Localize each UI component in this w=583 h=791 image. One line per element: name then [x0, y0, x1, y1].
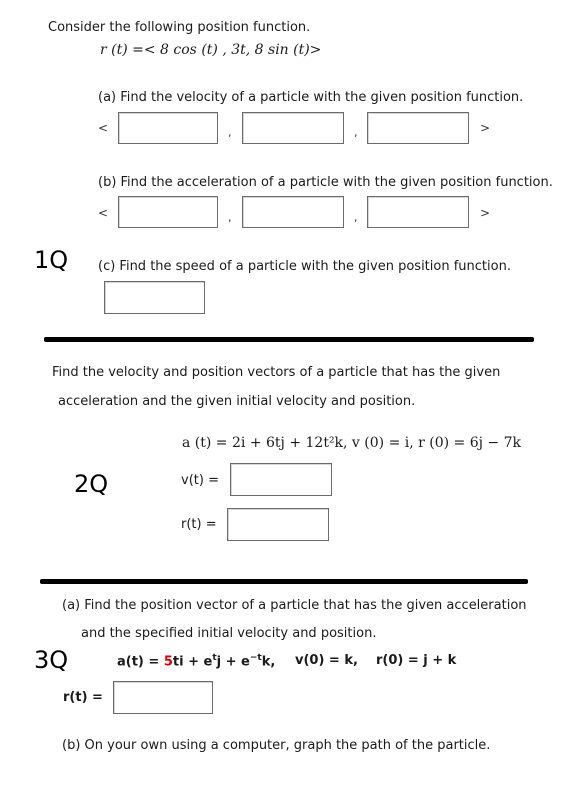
- q3-position-input[interactable]: [113, 681, 213, 714]
- q2-v-label: v(t) =: [181, 473, 219, 488]
- q1-intro: Consider the following position function.: [48, 20, 311, 35]
- q3-acceleration-equation: $a(t) = 5ti + e^tj + e^{-t}k$,: [117, 653, 276, 670]
- section-divider-1: [44, 337, 534, 342]
- q2-equation: a (t) = 2i + 6tj + 12t²k, v (0) = i, r (0) = 6j − 7k: [182, 435, 522, 451]
- q3-r-label: r(t) =: [63, 690, 103, 705]
- q3-initial-velocity: v(0) = k,: [295, 653, 358, 668]
- q1a-velocity-x-input[interactable]: [118, 112, 218, 144]
- q1b-close-bracket: >: [480, 206, 491, 220]
- q1b-comma-2: ,: [354, 211, 358, 224]
- q1b-comma-1: ,: [228, 211, 232, 224]
- q1a-close-bracket: >: [480, 121, 491, 135]
- q1-position-function: r (t) =< 8 cos (t) , 3t, 8 sin (t)>: [100, 42, 322, 58]
- q1b-open-bracket: <: [98, 206, 109, 220]
- q1b-acceleration-x-input[interactable]: [118, 196, 218, 228]
- q1-part-b: (b) Find the acceleration of a particle with the given position function.: [98, 175, 553, 190]
- q1a-open-bracket: <: [98, 121, 109, 135]
- q1c-speed-input[interactable]: [104, 281, 205, 314]
- q2-line-1: Find the velocity and position vectors of a particle that has the given: [52, 365, 501, 380]
- q3-number: 3Q: [34, 646, 69, 674]
- q1-number: 1Q: [34, 246, 69, 274]
- q3-initial-position: r(0) = j + k: [376, 653, 457, 668]
- q1b-acceleration-z-input[interactable]: [367, 196, 469, 228]
- q1a-velocity-y-input[interactable]: [242, 112, 344, 144]
- q2-velocity-input[interactable]: [230, 463, 332, 496]
- q3-line-2: and the specified initial velocity and position.: [81, 626, 377, 641]
- q1a-velocity-z-input[interactable]: [367, 112, 469, 144]
- section-divider-2: [40, 579, 528, 584]
- q2-number: 2Q: [74, 470, 109, 498]
- q1-part-a: (a) Find the velocity of a particle with the given position function.: [98, 90, 524, 105]
- q1b-acceleration-y-input[interactable]: [242, 196, 344, 228]
- q3-part-b: (b) On your own using a computer, graph the path of the particle.: [62, 738, 491, 753]
- q3-line-1: (a) Find the position vector of a particle that has the given acceleration: [62, 598, 527, 613]
- q1a-comma-2: ,: [354, 126, 358, 139]
- q1-part-c: (c) Find the speed of a particle with the given position function.: [98, 259, 511, 274]
- q2-line-2: acceleration and the given initial velocity and position.: [58, 394, 416, 409]
- q2-r-label: r(t) =: [181, 517, 217, 532]
- q2-position-input[interactable]: [227, 508, 329, 541]
- q1a-comma-1: ,: [228, 126, 232, 139]
